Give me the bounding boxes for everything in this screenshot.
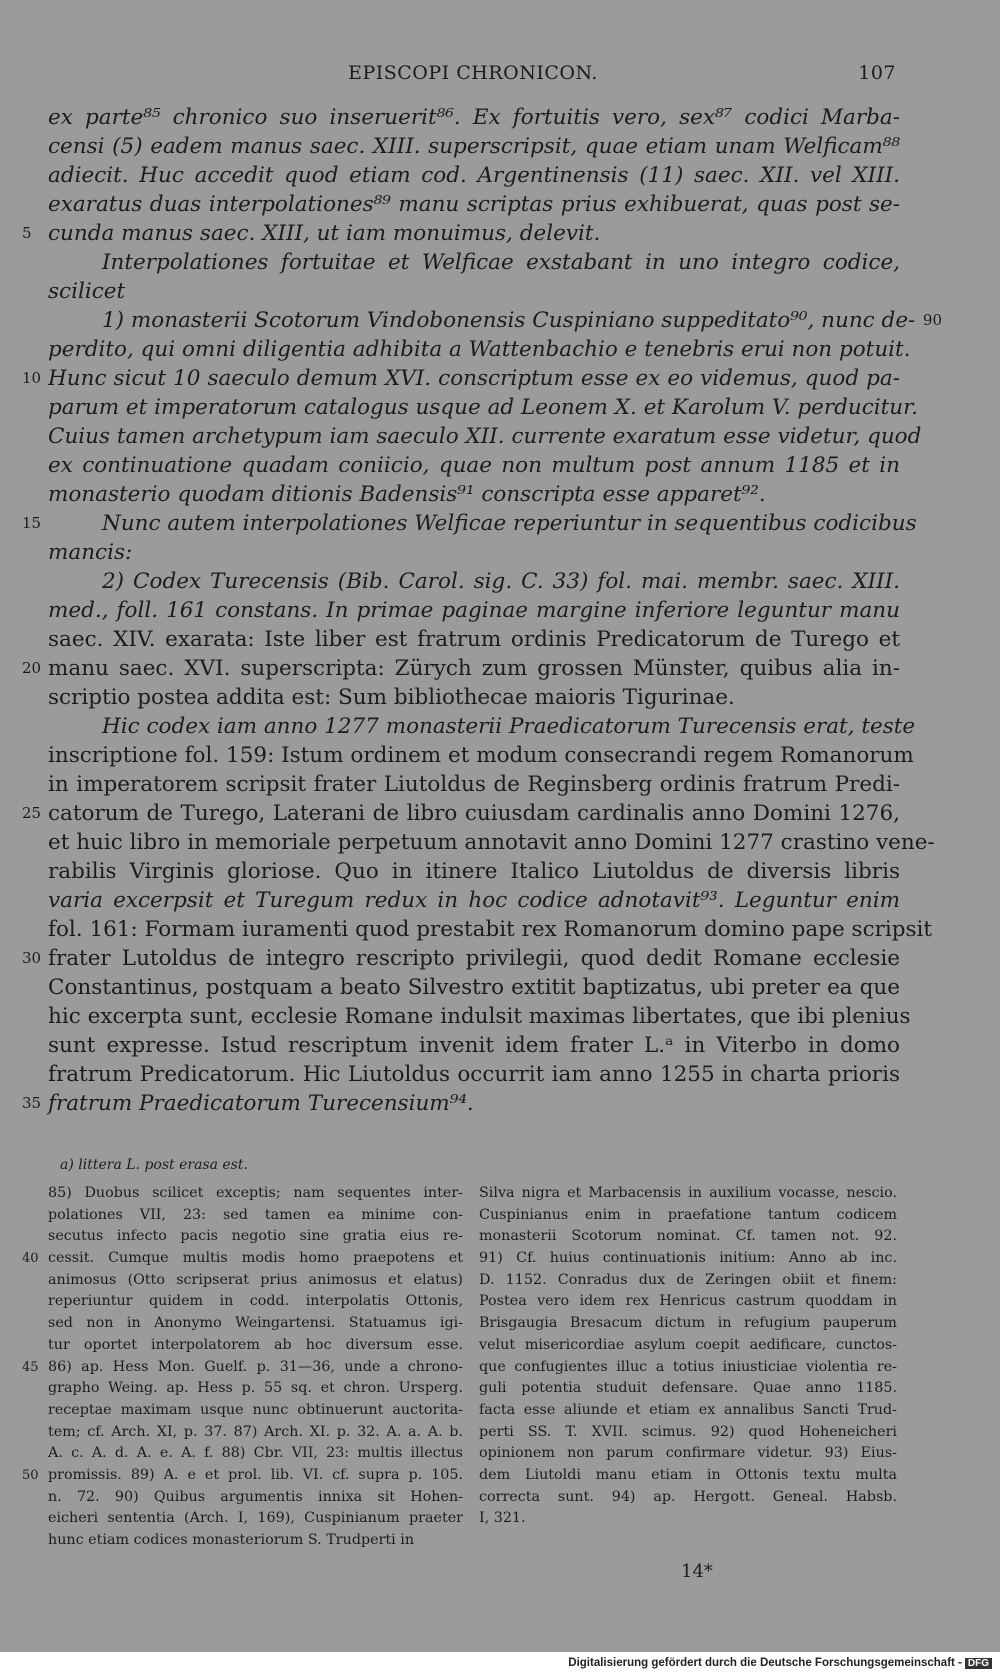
footnote-text: Silva nigra et Marbacensis in auxilium vocasse, nescio. bbox=[479, 1185, 897, 1201]
text-line bbox=[48, 422, 922, 451]
footnote-text: 86) ap. Hess Mon. Guelf. p. 31—36, unde a chrono- bbox=[48, 1358, 463, 1375]
footnote-line bbox=[48, 1422, 463, 1444]
footnote-text: correcta sunt. 94) ap. Hergott. Geneal. Habsb. bbox=[479, 1488, 897, 1505]
line-number: 40 bbox=[22, 1251, 39, 1267]
text-line bbox=[22, 219, 900, 248]
footnote-line bbox=[48, 1443, 463, 1465]
footnote-text: 85) Duobus scilicet exceptis; nam sequentes inter- bbox=[48, 1185, 463, 1201]
line-text: fratrum Praedicatorum Turecensium⁹⁴. bbox=[48, 1091, 474, 1116]
text-line bbox=[48, 451, 900, 480]
line-number: 20 bbox=[22, 659, 42, 677]
line-text: rabilis Virginis gloriose. Quo in itinere Italico Liutoldus de diversis libris bbox=[48, 859, 900, 884]
line-text: scilicet bbox=[48, 279, 126, 304]
footnote-text: que confugientes illuc a totius iniusticiae violentia re- bbox=[479, 1358, 897, 1375]
line-text: et huic libro in memoriale perpetuum annotavit anno Domini 1277 crastino vene- bbox=[48, 830, 935, 855]
footnote-line bbox=[48, 1205, 463, 1227]
text-line bbox=[48, 625, 900, 654]
main-text bbox=[22, 103, 942, 1118]
line-text: scriptio postea addita est: Sum bibliothecae maioris Tigurinae. bbox=[48, 685, 735, 710]
line-text: perdito, qui omni diligentia adhibita a Wattenbachio e tenebris erui non potuit. bbox=[48, 337, 911, 362]
footnote-text: A. c. A. d. A. e. A. f. 88) Cbr. VII, 23: multis illectus bbox=[48, 1445, 463, 1462]
line-text: fol. 161: Formam iuramenti quod prestabit rex Romanorum domino pape scripsit bbox=[48, 917, 933, 942]
footnote-text: eicheri sententia (Arch. I, 169), Cuspinianum praeter bbox=[48, 1510, 463, 1527]
footnote-text: reperiuntur quidem in codd. interpolatis Ottonis, bbox=[48, 1293, 463, 1310]
line-text: frater Lutoldus de integro rescripto privilegii, quod dedit Romane ecclesie bbox=[48, 946, 900, 971]
header-title: EPISCOPI CHRONICON. bbox=[348, 62, 598, 84]
line-number: 15 bbox=[22, 514, 42, 532]
line-text: exaratus duas interpolationes⁸⁹ manu scriptas prius exhibuerat, quas post se- bbox=[48, 192, 900, 217]
footnote-line bbox=[48, 1335, 463, 1357]
line-text: ex parte⁸⁵ chronico suo inseruerit⁸⁶. Ex fortuitis vero, sex⁸⁷ codici Marba- bbox=[48, 105, 900, 130]
footnote-text: facta esse aliunde et etiam ex annalibus Sancti Trud- bbox=[479, 1401, 897, 1418]
footnote-text: velut misericordiae asylum coepit aedificare, cunctos- bbox=[479, 1336, 897, 1353]
footnote-line bbox=[48, 1313, 463, 1335]
text-line bbox=[48, 248, 900, 277]
footnote-text: animosus (Otto scripserat prius animosus et elatus) bbox=[48, 1271, 463, 1288]
line-number: 5 bbox=[22, 224, 32, 242]
text-line bbox=[48, 277, 900, 306]
footnote-line bbox=[48, 1270, 463, 1292]
text-line bbox=[48, 393, 918, 422]
footnote-line bbox=[479, 1443, 897, 1465]
text-line bbox=[48, 190, 900, 219]
text-line bbox=[22, 799, 900, 828]
line-text: varia excerpsit et Turegum redux in hoc codice adnotavit⁹³. Leguntur enim bbox=[48, 888, 900, 913]
line-text: parum et imperatorum catalogus usque ad Leonem X. et Karolum V. perducitur. bbox=[48, 395, 918, 420]
footnote-line bbox=[48, 1378, 463, 1400]
text-line bbox=[48, 915, 933, 944]
footnote-text: perti SS. T. XVII. scimus. 92) quod Hoheneicheri bbox=[479, 1423, 897, 1440]
dfg-logo: DFG bbox=[965, 1658, 992, 1669]
footnote-text: hunc etiam codices monasteriorum S. Trudperti in bbox=[48, 1532, 415, 1548]
line-text: mancis: bbox=[48, 540, 133, 565]
footnote-text: monasterii Scotorum nominat. Cf. tamen not. 92. bbox=[479, 1228, 897, 1245]
line-number: 25 bbox=[22, 804, 42, 822]
line-text: 1) monasterii Scotorum Vindobonensis Cuspiniano suppeditato⁹⁰, nunc de- bbox=[102, 308, 916, 333]
footnote-text: dem Liutoldi manu etiam in Ottonis textu multa bbox=[479, 1466, 897, 1483]
footnote-line bbox=[48, 1226, 463, 1248]
footnote-line bbox=[48, 1291, 463, 1313]
page-number: 107 bbox=[858, 62, 896, 84]
text-line bbox=[48, 596, 900, 625]
line-text: Hunc sicut 10 saeculo demum XVI. conscriptum esse ex eo videmus, quod pa- bbox=[48, 366, 900, 391]
textual-note-a: a) littera L. post erasa est. bbox=[60, 1157, 248, 1173]
footnote-line bbox=[48, 1487, 463, 1509]
footnote-line bbox=[48, 1400, 463, 1422]
text-line bbox=[48, 103, 900, 132]
text-line bbox=[48, 1031, 900, 1060]
footnote-text: Brisgaugia Bresacum dictum in refugium pauperum bbox=[479, 1315, 897, 1332]
footnote-text: opinionem non parum confirmare videtur. 93) Eius- bbox=[479, 1445, 897, 1462]
footnote-line bbox=[479, 1205, 897, 1227]
line-text: cunda manus saec. XIII, ut iam monuimus, delevit. bbox=[48, 221, 601, 246]
line-text: Nunc autem interpolationes Welficae reperiuntur in sequentibus codicibus bbox=[102, 511, 917, 536]
footnote-line bbox=[48, 1508, 463, 1530]
footnote-text: promissis. 89) A. e et prol. lib. VI. cf. supra p. 105. bbox=[48, 1466, 463, 1483]
text-line bbox=[48, 712, 916, 741]
line-text: saec. XIV. exarata: Iste liber est fratrum ordinis Predicatorum de Turego et bbox=[48, 627, 900, 652]
text-line bbox=[22, 654, 900, 683]
line-text: in imperatorem scripsit frater Liutoldus de Reginsberg ordinis fratrum Predi- bbox=[48, 772, 900, 797]
footnote-line bbox=[479, 1313, 897, 1335]
text-line bbox=[48, 161, 900, 190]
line-text: manu saec. XVI. superscripta: Zürych zum grossen Münster, quibus alia in- bbox=[48, 656, 900, 681]
line-text: inscriptione fol. 159: Istum ordinem et modum consecrandi regem Romanorum bbox=[48, 743, 914, 768]
footnote-line bbox=[479, 1335, 897, 1357]
footnote-line bbox=[48, 1183, 463, 1205]
footnote-text: guli potentia studuit defensare. Quae anno 1185. bbox=[479, 1380, 897, 1397]
footnote-line bbox=[479, 1357, 897, 1379]
footnote-text: cessit. Cumque multis modis homo praepotens et bbox=[48, 1250, 463, 1267]
line-text: monasterio quodam ditionis Badensis⁹¹ conscripta esse apparet⁹². bbox=[48, 482, 766, 507]
line-text: Interpolationes fortuitae et Welficae exstabant in uno integro codice, bbox=[102, 250, 900, 275]
line-number: 50 bbox=[22, 1467, 39, 1483]
footnote-text: polationes VII, 23: sed tamen ea minime con- bbox=[48, 1206, 463, 1223]
text-line bbox=[48, 857, 900, 886]
line-text: 2) Codex Turecensis (Bib. Carol. sig. C. 33) fol. mai. membr. saec. XIII. bbox=[102, 569, 900, 594]
footnote-text: tur oportet interpolatorem ab hoc diversum esse. bbox=[48, 1336, 463, 1353]
footnote-text: grapho Weing. ap. Hess p. 55 sq. et chron. Ursperg. bbox=[48, 1380, 463, 1397]
text-line bbox=[48, 741, 914, 770]
footnote-line bbox=[479, 1226, 897, 1248]
text-line bbox=[48, 886, 900, 915]
footnote-text: Postea vero idem rex Henricus castrum quoddam in bbox=[479, 1293, 897, 1310]
footnote-line bbox=[479, 1400, 897, 1422]
text-line bbox=[48, 306, 942, 335]
footnote-line bbox=[22, 1357, 463, 1379]
text-line bbox=[48, 480, 900, 509]
footnote-line bbox=[479, 1422, 897, 1444]
text-line bbox=[48, 770, 900, 799]
credit-text: Digitalisierung gefördert durch die Deutsche Forschungsgemeinschaft - bbox=[568, 1657, 962, 1669]
line-text: catorum de Turego, Laterani de libro cuiusdam cardinalis anno Domini 1276, bbox=[48, 801, 900, 826]
footnote-line bbox=[48, 1530, 463, 1552]
text-line bbox=[48, 828, 935, 857]
text-line bbox=[22, 509, 917, 538]
line-text: hic excerpta sunt, ecclesie Romane indulsit maximas libertates, que ibi plenius bbox=[48, 1004, 911, 1029]
text-line bbox=[48, 335, 911, 364]
text-line bbox=[48, 973, 900, 1002]
signature-mark: 14* bbox=[681, 1561, 713, 1582]
footnote-text: D. 1152. Conradus dux de Zeringen obiit et finem: bbox=[479, 1271, 897, 1288]
line-text: med., foll. 161 constans. In primae paginae margine inferiore leguntur manu bbox=[48, 598, 900, 623]
margin-note-number: 90 bbox=[922, 311, 942, 329]
line-text: Constantinus, postquam a beato Silvestro extitit baptizatus, ubi preter ea que bbox=[48, 975, 900, 1000]
footnote-text: n. 72. 90) Quibus argumentis innixa sit Hohen- bbox=[48, 1488, 463, 1505]
footnote-line bbox=[479, 1465, 897, 1487]
footnotes-right-column bbox=[479, 1183, 897, 1530]
line-text: Hic codex iam anno 1277 monasterii Praedicatorum Turecensis erat, teste bbox=[102, 714, 916, 739]
text-line bbox=[48, 1002, 911, 1031]
text-line bbox=[22, 364, 900, 393]
footnote-line bbox=[479, 1378, 897, 1400]
footnote-text: tem; cf. Arch. XI, p. 37. 87) Arch. XI. p. 32. A. a. A. b. bbox=[48, 1423, 463, 1440]
line-number: 30 bbox=[22, 949, 42, 967]
footnote-text: receptae maximam usque nunc obtinuerunt auctorita- bbox=[48, 1401, 463, 1418]
line-text: fratrum Predicatorum. Hic Liutoldus occurrit iam anno 1255 in charta prioris bbox=[48, 1062, 900, 1087]
line-text: censi (5) eadem manus saec. XIII. superscripsit, quae etiam unam Welficam⁸⁸ bbox=[48, 134, 900, 159]
footnote-text: sed non in Anonymo Weingartensi. Statuamus igi- bbox=[48, 1315, 463, 1332]
running-header bbox=[50, 62, 896, 90]
line-text: sunt expresse. Istud rescriptum invenit idem frater L.ᵃ in Viterbo in domo bbox=[48, 1033, 900, 1058]
text-line bbox=[48, 567, 900, 596]
line-text: adiecit. Huc accedit quod etiam cod. Argentinensis (11) saec. XII. vel XIII. bbox=[48, 163, 900, 188]
footnote-line bbox=[22, 1248, 463, 1270]
line-number: 35 bbox=[22, 1094, 42, 1112]
line-number: 10 bbox=[22, 369, 42, 387]
footnotes-left-column bbox=[22, 1183, 463, 1552]
footnote-line bbox=[479, 1248, 897, 1270]
line-text: Cuius tamen archetypum iam saeculo XII. currente exaratum esse videtur, quod bbox=[48, 424, 922, 449]
line-number: 45 bbox=[22, 1359, 39, 1375]
footnote-line bbox=[479, 1291, 897, 1313]
text-line bbox=[48, 132, 900, 161]
footnote-line bbox=[479, 1183, 897, 1205]
footnote-text: Cuspinianus enim in praefatione tantum codicem bbox=[479, 1206, 897, 1223]
footnote-line bbox=[22, 1465, 463, 1487]
line-text: ex continuatione quadam coniicio, quae non multum post annum 1185 et in bbox=[48, 453, 900, 478]
footnote-text: secutus infecto pacis negotio sine gratia eius re- bbox=[48, 1228, 463, 1245]
text-line bbox=[48, 683, 900, 712]
footnote-text: 91) Cf. huius continuationis initium: Anno ab inc. bbox=[479, 1250, 897, 1267]
footnote-text: I, 321. bbox=[479, 1510, 526, 1527]
text-line bbox=[48, 1060, 900, 1089]
footnote-line bbox=[479, 1487, 897, 1509]
footnote-line bbox=[479, 1270, 897, 1292]
text-line bbox=[48, 538, 900, 567]
text-line bbox=[22, 944, 900, 973]
text-line bbox=[22, 1089, 900, 1118]
footnote-line bbox=[479, 1508, 897, 1530]
digitization-credit bbox=[568, 1657, 992, 1669]
